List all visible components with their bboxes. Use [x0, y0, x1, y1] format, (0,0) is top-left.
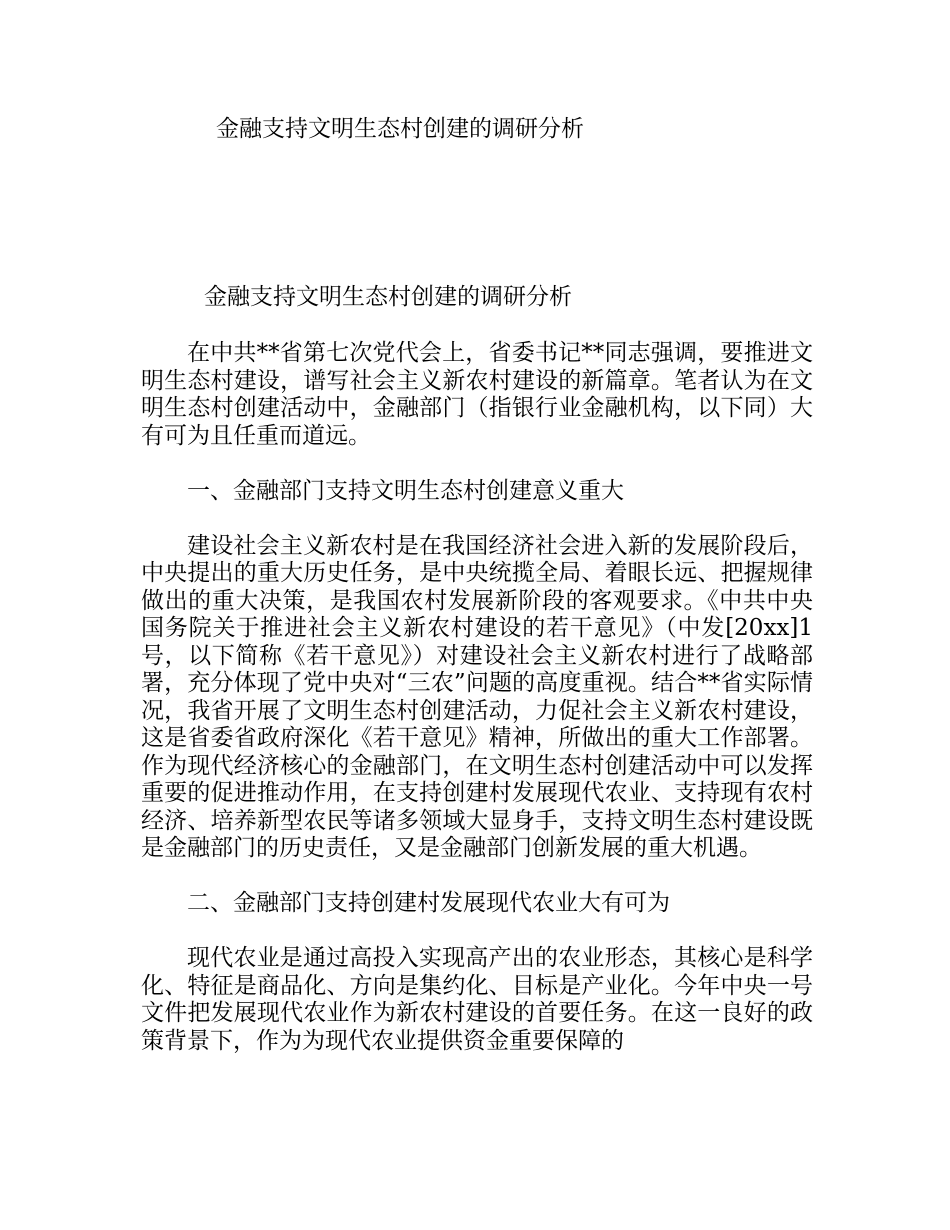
document-body — [141, 340, 813, 1083]
document-title: 金融支持文明生态村创建的调研分析 — [216, 116, 584, 142]
section-heading-1: 一、金融部门支持文明生态村创建意义重大 — [187, 477, 624, 504]
document-subtitle: 金融支持文明生态村创建的调研分析 — [204, 284, 572, 310]
paragraph-intro: 在中共**省第七次党代会上，省委书记**同志强调，要推进文明生态村建设，谱写社会主义新农村建设的新篇章。笔者认为在文明生态村创建活动中，金融部门（指银行业金融机构，以下同）大有可为且任重而道远。 — [141, 340, 813, 449]
section-heading-2: 二、金融部门支持创建村发展现代农业大有可为 — [187, 890, 670, 916]
paragraph-section-2: 现代农业是通过高投入实现高产出的农业形态，其核心是科学化、特征是商品化、方向是集约化、目标是产业化。今年中央一号文件把发展现代农业作为新农村建设的首要任务。在这一良好的政策背景下，作为为现代农业提供资金重要保障的 — [141, 945, 813, 1054]
paragraph-section-1: 建设社会主义新农村是在我国经济社会进入新的发展阶段后，中央提出的重大历史任务，是中央统揽全局、着眼长远、把握规律做出的重大决策，是我国农村发展新阶段的客观要求。《中共中央国务院关于推进社会主义新农村建设的若干意见》（中发[20xx]1 号，以下简称《若干意见》）对建设社会主义新农村进行了战略部署，充分体现了党中央对“三农”问题的高度重视。结合**省实际情况，我省开展了文明生态村创建活动，力促社会主义新农村建设，这是省委省政府深化《若干意见》精神，所做出的重大工作部署。作为现代经济核心的金融部门，在文明生态村创建活动中可以发挥重要的促进推动作用，在支持创建村发展现代农业、支持现有农村经济、培养新型农民等诸多领域大显身手，支持文明生态村建设既是金融部门的历史责任，又是金融部门创新发展的重大机遇。 — [141, 532, 813, 861]
